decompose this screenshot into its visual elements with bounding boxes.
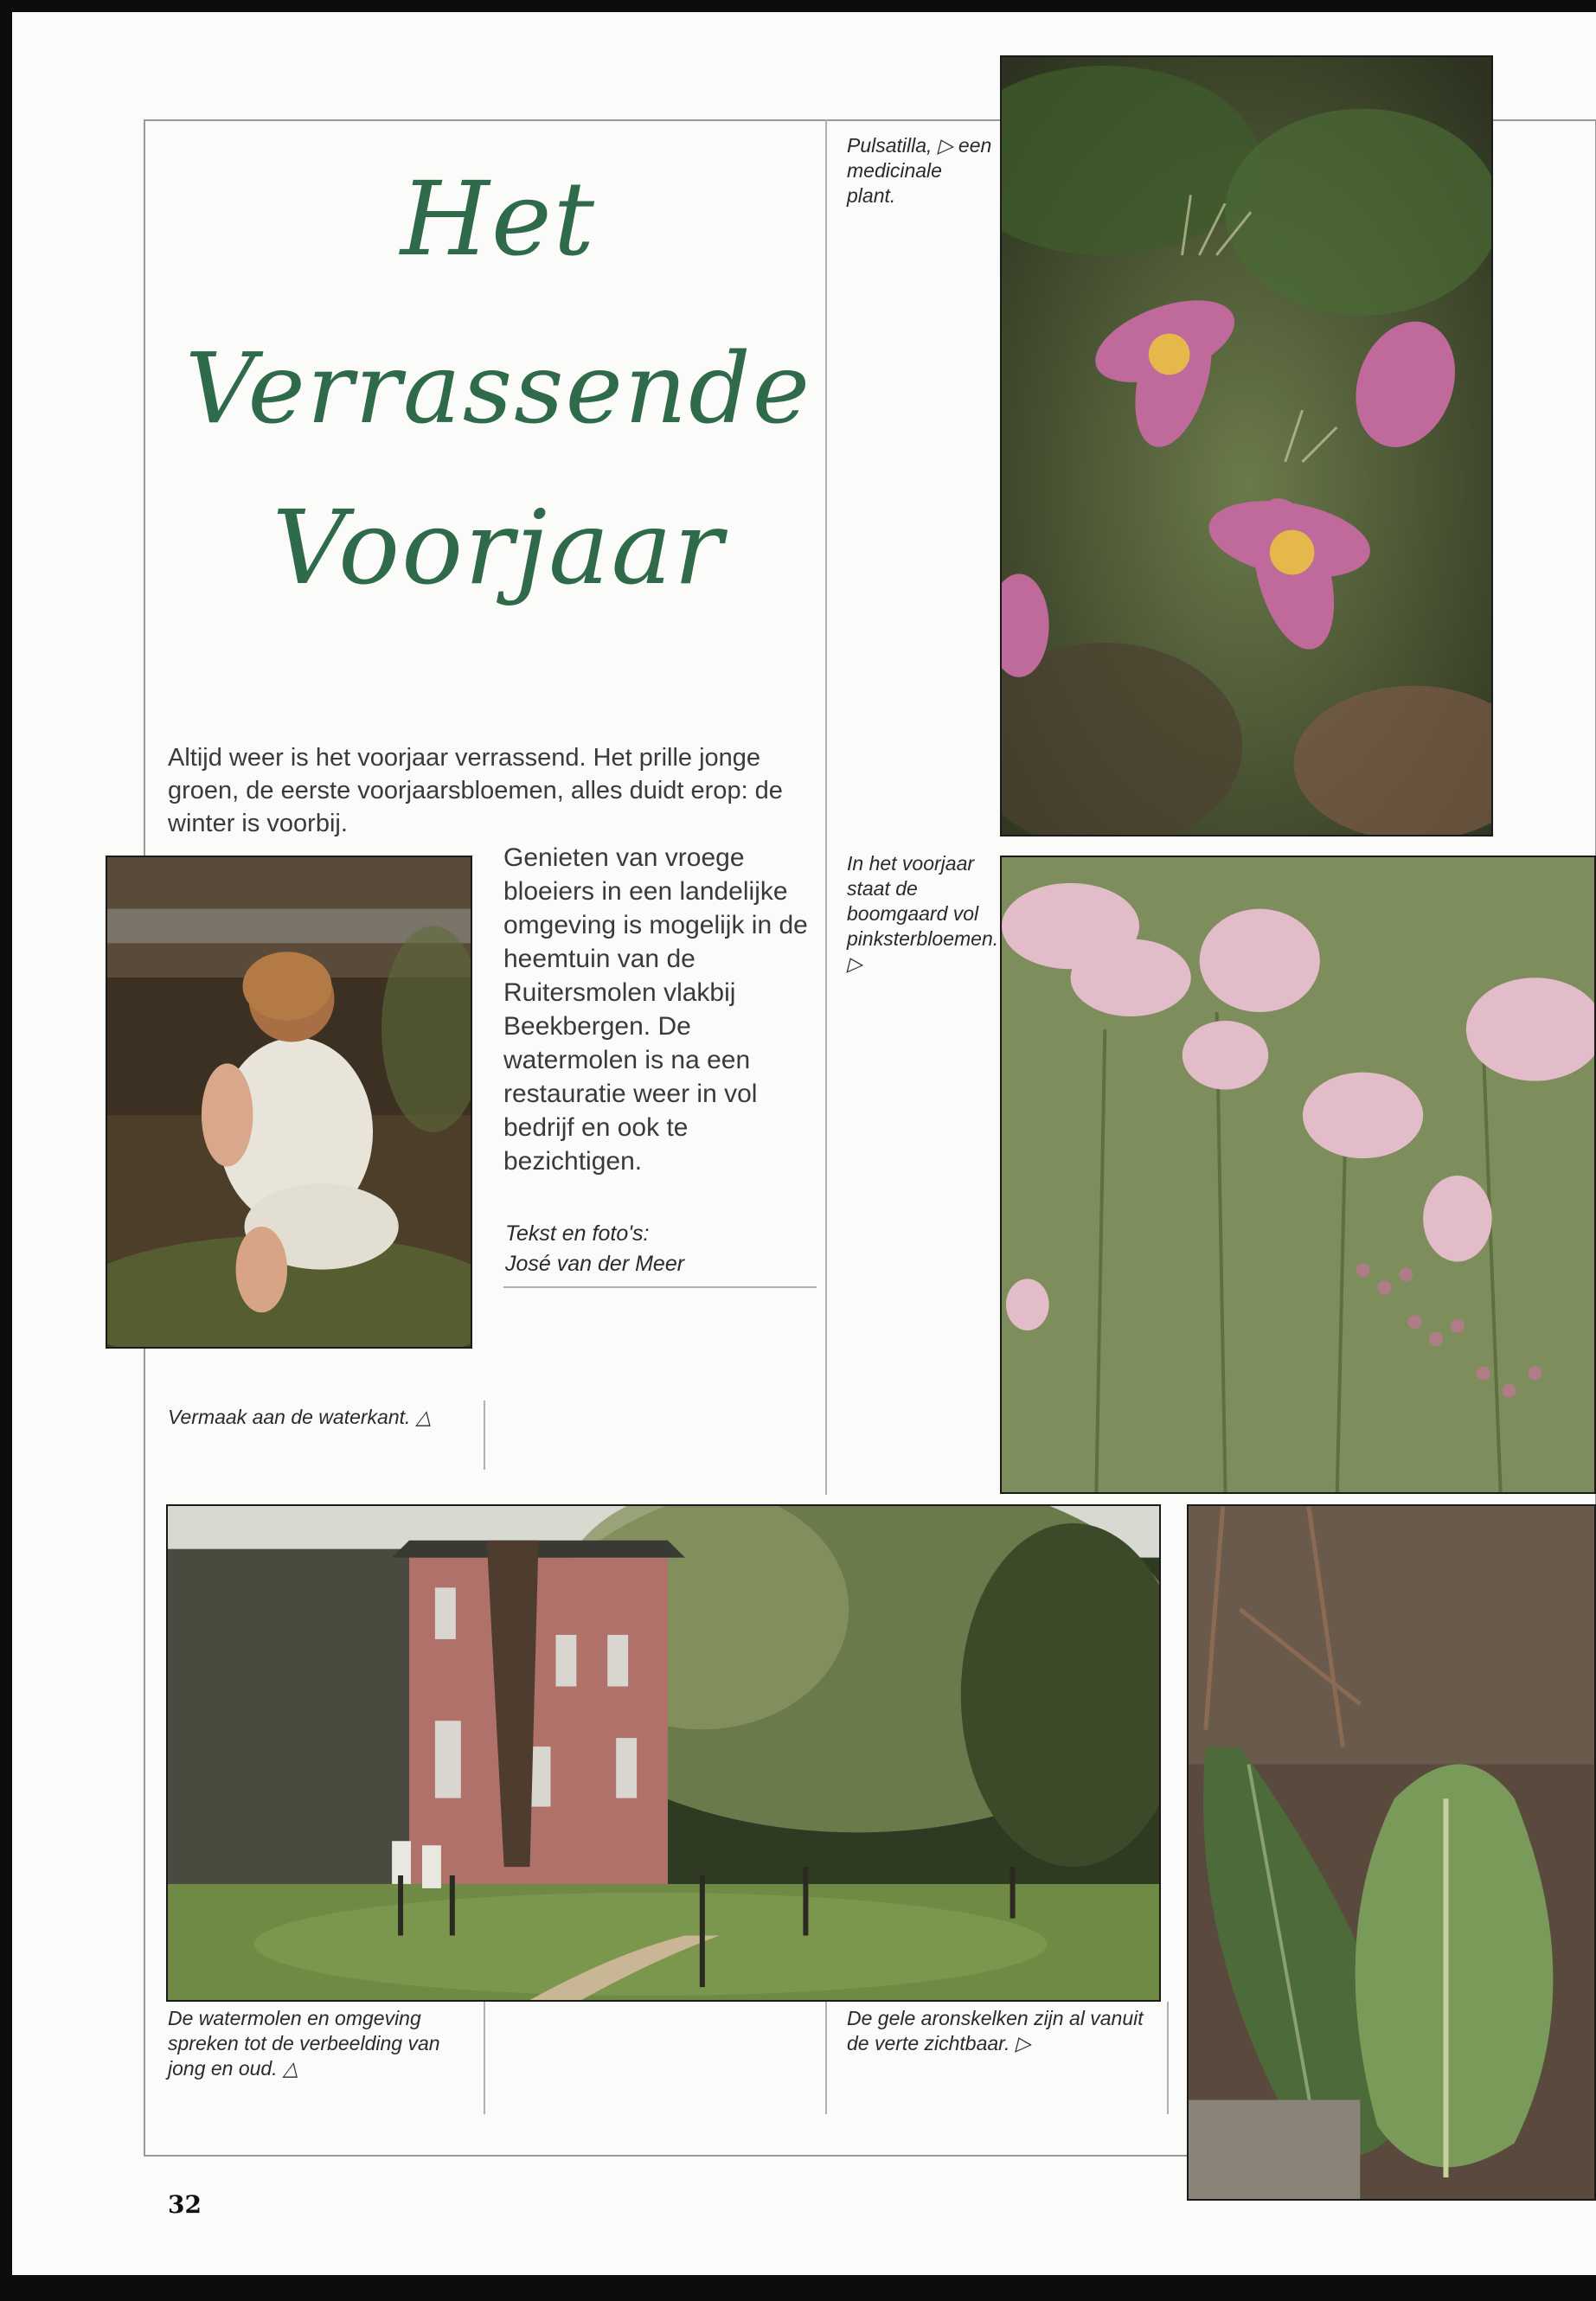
boy-waterside-photo xyxy=(106,856,472,1349)
pinksterbloemen-photo xyxy=(1000,856,1596,1494)
title-voorjaar: Voorjaar xyxy=(272,488,725,607)
caption-pulsatilla: Pulsatilla, ▷ een medicinale plant. xyxy=(847,134,992,207)
column-divider xyxy=(484,1400,485,1470)
body-paragraph: Genieten van vroege bloeiers in een landelijke omgeving is mogelijk in de heemtuin van de Ruitersmolen vlakbij Beekbergen. De watermolen is na een restauratie weer in vol bedrijf en ook te bezichtigen. xyxy=(503,843,808,1176)
column-divider xyxy=(825,2002,827,2114)
arum-photo xyxy=(1187,1504,1596,2201)
caption-watermolen: De watermolen en omgeving spreken tot de verbeelding van jong en oud. △ xyxy=(168,2007,440,2080)
caption-aronskelken: De gele aronskelken zijn al vanuit de verte zichtbaar. ▷ xyxy=(847,2007,1144,2054)
caption-waterkant: Vermaak aan de waterkant. △ xyxy=(168,1406,432,1428)
page-number: 32 xyxy=(168,2190,202,2219)
title-het: Het xyxy=(400,159,597,279)
caption-boomgaard: In het voorjaar staat de boomgaard vol pinksterbloemen. ▷ xyxy=(847,852,999,975)
column-divider xyxy=(484,2002,485,2114)
intro-paragraph: Altijd weer is het voorjaar verrassend. Het prille jonge groen, de eerste voorjaarsbloemen, alles duidt erop: de winter is voorbij. xyxy=(168,744,783,837)
magazine-page xyxy=(12,12,1596,2275)
watermill-photo xyxy=(166,1504,1161,2002)
column-divider xyxy=(825,119,827,1495)
credit-author: José van der Meer xyxy=(505,1252,685,1276)
credit-label: Tekst en foto's: xyxy=(505,1221,650,1246)
column-divider xyxy=(1167,2002,1169,2114)
title-verrassende: Verrassende xyxy=(184,333,812,445)
credit-underline xyxy=(503,1286,817,1288)
pulsatilla-photo xyxy=(1000,55,1493,836)
